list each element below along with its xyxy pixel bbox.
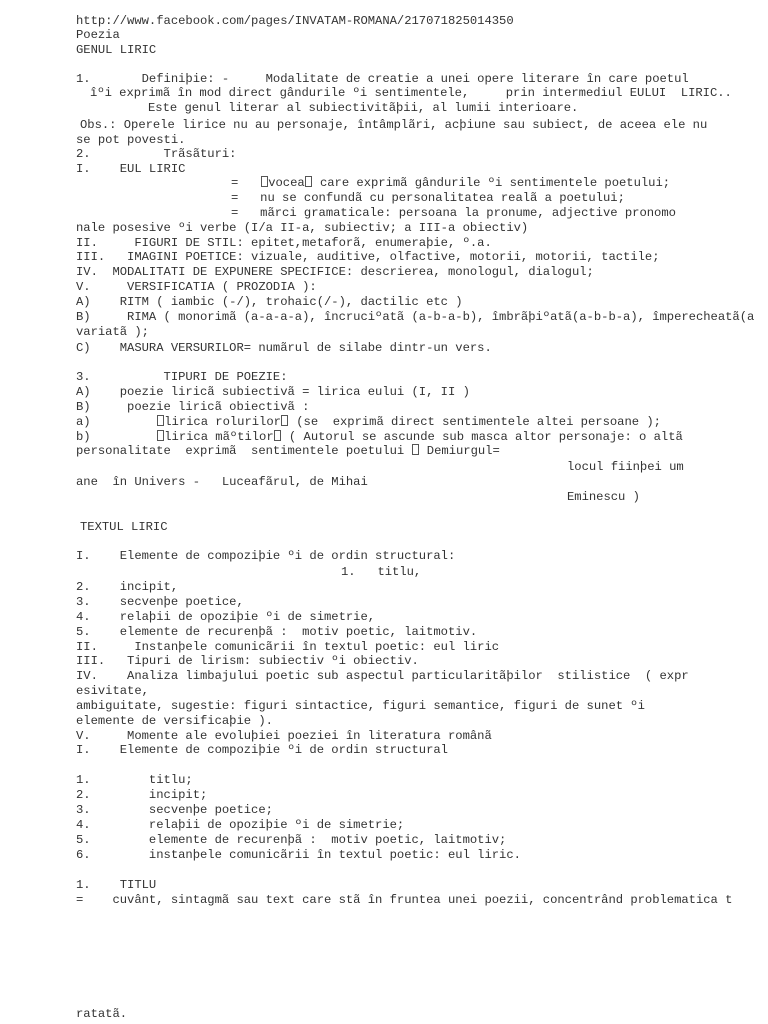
list-item: 1. titlu,: [341, 565, 422, 579]
subject-title: Poezia: [76, 28, 120, 42]
list-item: IV. Analiza limbajului poetic sub aspectul particularitãþilor stilistice ( expr: [76, 669, 689, 683]
list-item: 4. relaþii de opoziþie ºi de simetrie;: [76, 818, 405, 832]
list-item: 5. elemente de recurenþã : motiv poetic, laitmotiv.: [76, 625, 478, 639]
list-item: V. Momente ale evoluþiei poeziei în literatura românã: [76, 729, 492, 743]
list-item: = vocea care exprimã gândurile ºi sentimentele poetului;: [231, 176, 671, 190]
titlu-heading: 1. TITLU: [76, 878, 157, 892]
list-item: 3. secvenþe poetice,: [76, 595, 244, 609]
missing-glyph-icon: [157, 415, 164, 426]
list-item: personalitate exprimã sentimentele poetului Demiurgul=: [76, 444, 500, 458]
list-item: 2. incipit;: [76, 788, 208, 802]
list-item: esivitate,: [76, 684, 149, 698]
list-item: A) poezie liricã subiectivã = lirica eului (I, II ): [76, 385, 470, 399]
genre-heading: GENUL LIRIC: [76, 43, 157, 57]
list-item: 6. instanþele comunicãrii în textul poetic: eul liric.: [76, 848, 521, 862]
section-heading: I. EUL LIRIC: [76, 162, 186, 176]
missing-glyph-icon: [281, 415, 288, 426]
list-item: variatã );: [76, 325, 149, 339]
list-item: I. Elemente de compoziþie ºi de ordin structural: [76, 743, 448, 757]
list-item: b) lirica mãºtilor ( Autorul se ascunde sub masca altor personaje: o altã: [76, 430, 683, 444]
list-item: elemente de versificaþie ).: [76, 714, 273, 728]
list-item: III. Tipuri de lirism: subiectiv ºi obiectiv.: [76, 654, 419, 668]
list-item: A) RITM ( iambic (-/), trohaic(/-), dactilic etc ): [76, 295, 463, 309]
list-item: I. Elemente de compoziþie ºi de ordin structural:: [76, 549, 456, 563]
list-item: B) poezie liricã obiectivã :: [76, 400, 310, 414]
list-item: IV. MODALITATI DE EXPUNERE SPECIFICE: descrierea, monologul, dialogul;: [76, 265, 594, 279]
list-item: III. IMAGINI POETICE: vizuale, auditive, olfactive, motorii, motorii, tactile;: [76, 250, 660, 264]
missing-glyph-icon: [412, 444, 419, 455]
missing-glyph-icon: [157, 430, 164, 441]
list-item: 4. relaþii de opoziþie ºi de simetrie,: [76, 610, 376, 624]
list-item: ane în Univers - Luceafãrul, de Mihai: [76, 475, 368, 489]
list-item: 1. titlu;: [76, 773, 193, 787]
list-item: Eminescu ): [567, 490, 640, 504]
list-item: II. Instanþele comunicãrii în textul poetic: eul liric: [76, 640, 500, 654]
observation-line: se pot povesti.: [76, 133, 186, 147]
list-item: = mãrci gramaticale: persoana la pronume, adjective pronomo: [231, 206, 676, 220]
features-heading: 2. Trãsãturi:: [76, 147, 237, 161]
list-item: 3. secvenþe poetice;: [76, 803, 273, 817]
observation-line: Obs.: Operele lirice nu au personaje, întâmplãri, acþiune sau subiect, de aceea ele nu: [80, 118, 708, 132]
list-item: locul fiinþei um: [567, 460, 684, 474]
list-item: B) RIMA ( monorimã (a-a-a-a), încruciºatã (a-b-a-b), îmbrãþiºatã(a-b-b-a), împerecheatã(a: [76, 310, 755, 324]
definition-line: Este genul literar al subiectivitãþii, al lumii interioare.: [148, 101, 579, 115]
titlu-definition: = cuvânt, sintagmã sau text care stã în fruntea unei poezii, concentrând problematica t: [76, 893, 733, 907]
definition-line: 1. Definiþie: - Modalitate de creatie a unei opere literare în care poetul: [76, 72, 689, 86]
textul-liric-heading: TEXTUL LIRIC: [80, 520, 168, 534]
list-item: 5. elemente de recurenþã : motiv poetic, laitmotiv;: [76, 833, 507, 847]
list-item: = nu se confundã cu personalitatea realã a poetului;: [231, 191, 625, 205]
continuation-text: ratatã.: [76, 1007, 128, 1021]
list-item: 2. incipit,: [76, 580, 179, 594]
source-url: http://www.facebook.com/pages/INVATAM-ROMANA/217071825014350: [76, 14, 514, 28]
types-heading: 3. TIPURI DE POEZIE:: [76, 370, 288, 384]
list-item: V. VERSIFICATIA ( PROZODIA ):: [76, 280, 317, 294]
list-item: nale posesive ºi verbe (I/a II-a, subiectiv; a III-a obiectiv): [76, 221, 529, 235]
missing-glyph-icon: [305, 176, 312, 187]
missing-glyph-icon: [261, 176, 268, 187]
definition-line: îºi exprimã în mod direct gândurile ºi sentimentele, prin intermediul EULUI LIRIC..: [90, 86, 732, 100]
list-item: II. FIGURI DE STIL: epitet,metaforã, enumeraþie, º.a.: [76, 236, 492, 250]
missing-glyph-icon: [274, 430, 281, 441]
list-item: a) lirica rolurilor (se exprimã direct sentimentele altei persoane );: [76, 415, 661, 429]
list-item: C) MASURA VERSURILOR= numãrul de silabe dintr-un vers.: [76, 341, 492, 355]
list-item: ambiguitate, sugestie: figuri sintactice, figuri semantice, figuri de sunet ºi: [76, 699, 645, 713]
